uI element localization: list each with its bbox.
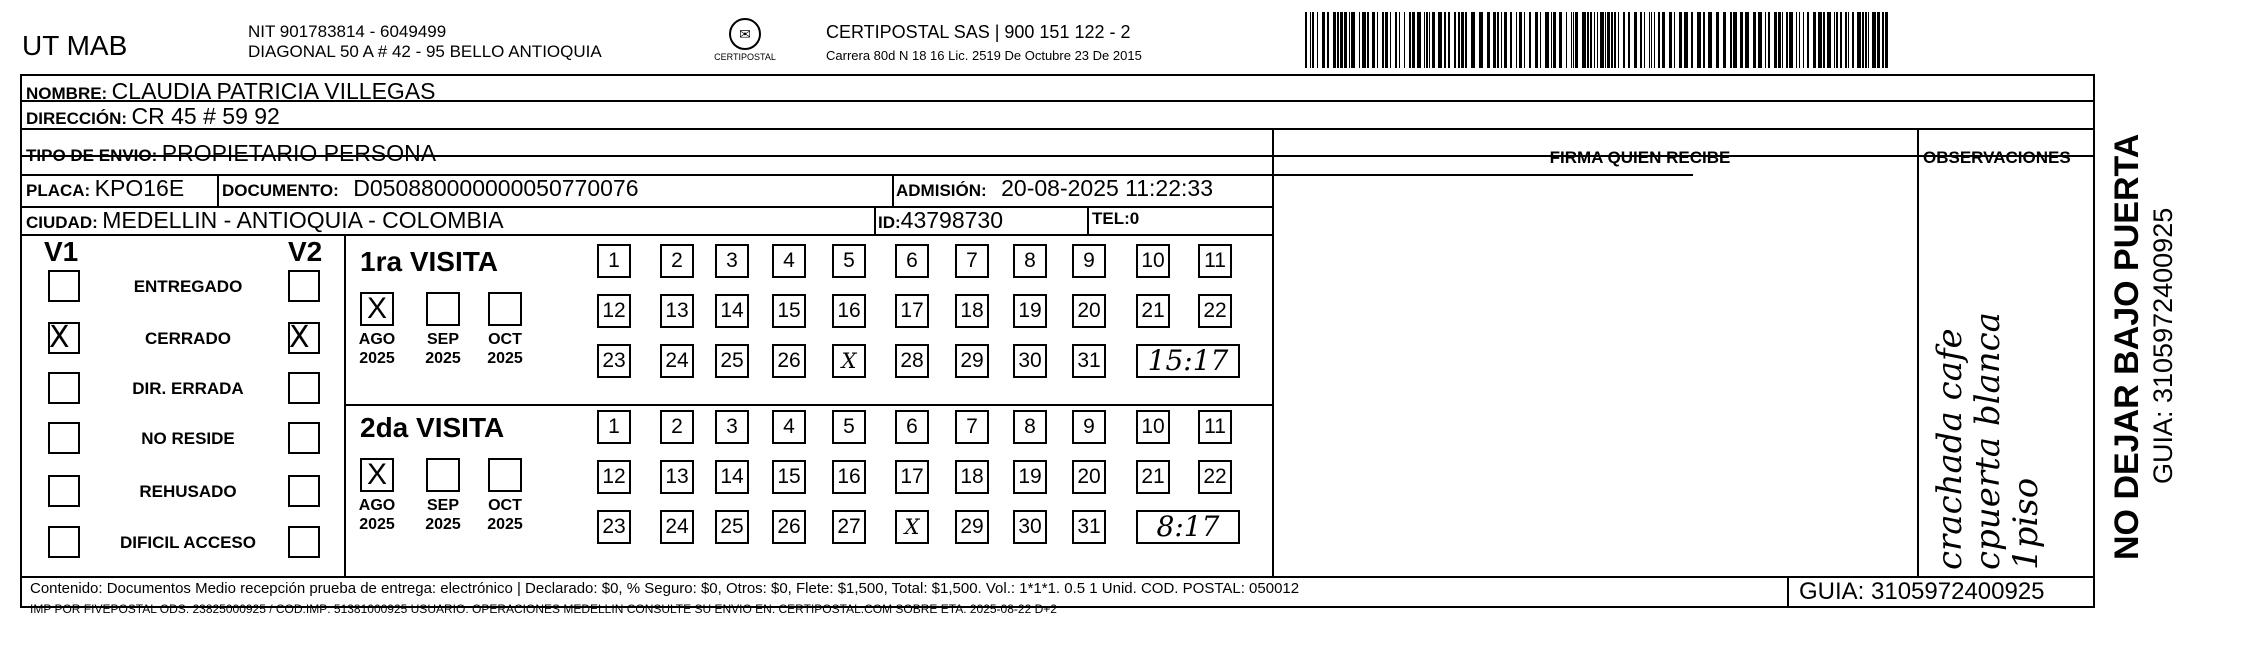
- first-visit-day-box[interactable]: 14: [715, 294, 749, 328]
- barcode-bar: [1404, 12, 1405, 68]
- first-visit-day-box[interactable]: 10: [1136, 244, 1170, 278]
- barcode-bar: [1634, 12, 1637, 68]
- firma-label: FIRMA QUIEN RECIBE: [1549, 148, 1731, 167]
- company-address: DIAGONAL 50 A # 42 - 95 BELLO ANTIOQUIA: [248, 42, 602, 61]
- second-visit-day-box[interactable]: X: [895, 510, 929, 544]
- status-label: DIR. ERRADA: [132, 379, 244, 398]
- barcode-bar: [1465, 12, 1467, 68]
- barcode-bar: [1519, 12, 1522, 68]
- logo-text: CERTIPOSTAL: [714, 52, 776, 62]
- barcode-bar: [1703, 12, 1705, 68]
- observation-note: crachada cafe: [1930, 328, 1970, 570]
- company-name: UT MAB: [22, 30, 128, 61]
- barcode-bar: [1697, 12, 1701, 68]
- barcode-bar: [1349, 12, 1350, 68]
- observation-note: 1piso: [2006, 477, 2046, 570]
- v2-checkbox[interactable]: [288, 475, 320, 507]
- barcode-bar: [1872, 12, 1876, 68]
- v2-header: V2: [288, 236, 323, 267]
- v1-checkbox[interactable]: [48, 372, 80, 404]
- barcode-bar: [1740, 12, 1743, 68]
- first-visit-month-label: SEP 2025: [425, 331, 461, 367]
- barcode-bar: [1317, 12, 1318, 68]
- second-visit-day-box[interactable]: 9: [1072, 410, 1106, 444]
- barcode-bar: [1640, 12, 1642, 68]
- v2-checkbox[interactable]: [288, 526, 320, 558]
- nombre-value: CLAUDIA PATRICIA VILLEGAS: [111, 78, 436, 104]
- v2-check-mark: X: [289, 320, 310, 355]
- barcode-bar: [1807, 12, 1809, 68]
- v1-header: V1: [44, 236, 79, 267]
- barcode-bar: [1862, 12, 1864, 68]
- admision-value: 20-08-2025 11:22:33: [1001, 175, 1213, 201]
- barcode-bar: [1679, 12, 1682, 68]
- placa-label: PLACA:: [26, 181, 91, 200]
- barcode-bar: [1327, 12, 1329, 68]
- barcode-bar: [1559, 12, 1562, 68]
- logo-icon: ✉: [729, 18, 761, 50]
- first-visit-month-box-sep[interactable]: [426, 292, 460, 326]
- direccion-label: DIRECCIÓN:: [26, 109, 128, 128]
- second-visit-day-box[interactable]: 27: [832, 510, 866, 544]
- barcode-bar: [1454, 12, 1456, 68]
- first-visit-day-box[interactable]: 28: [895, 344, 929, 378]
- barcode: [1305, 12, 1895, 68]
- barcode-bar: [1845, 12, 1847, 68]
- first-visit-month-label: OCT 2025: [487, 331, 523, 367]
- ciudad-value: MEDELLIN - ANTIOQUIA - COLOMBIA: [102, 207, 504, 233]
- barcode-bar: [1367, 12, 1369, 68]
- status-label: ENTREGADO: [133, 277, 243, 296]
- status-label: DIFICIL ACCESO: [119, 533, 256, 552]
- second-visit-day-box[interactable]: 29: [955, 510, 989, 544]
- second-visit-day-box[interactable]: 8: [1013, 410, 1047, 444]
- barcode-bar: [1479, 12, 1483, 68]
- barcode-bar: [1310, 12, 1311, 68]
- first-visit-day-box[interactable]: X: [832, 344, 866, 378]
- first-visit-day-box[interactable]: 5: [832, 244, 866, 278]
- barcode-bar: [1471, 12, 1475, 68]
- observaciones-label: OBSERVACIONES: [1923, 148, 2071, 167]
- barcode-bar: [1504, 12, 1507, 68]
- barcode-bar: [1510, 12, 1512, 68]
- barcode-bar: [1600, 12, 1604, 68]
- first-visit-day-box[interactable]: 24: [660, 344, 694, 378]
- side-guia: GUIA: 3105972400925: [2148, 207, 2178, 484]
- footer-guia: GUIA: 3105972400925: [1787, 576, 2095, 608]
- barcode-bar: [1417, 12, 1421, 68]
- ciudad-row: [26, 207, 504, 234]
- barcode-bar: [1573, 12, 1574, 68]
- first-visit-day-box[interactable]: 3: [715, 244, 749, 278]
- barcode-bar: [1852, 12, 1854, 68]
- second-visit-day-box[interactable]: 4: [772, 410, 806, 444]
- barcode-bar: [1424, 12, 1425, 68]
- second-visit-time-box[interactable]: 8:17: [1136, 510, 1240, 544]
- nit-text: NIT 901783814 - 6049499: [248, 22, 447, 41]
- barcode-bar: [1305, 12, 1307, 68]
- documento-label: DOCUMENTO:: [222, 181, 339, 200]
- id-value: 43798730: [900, 207, 1004, 233]
- first-visit-time-box[interactable]: 15:17: [1136, 344, 1240, 378]
- barcode-bar: [1745, 12, 1749, 68]
- second-visit-day-box[interactable]: 2: [660, 410, 694, 444]
- barcode-bar: [1448, 12, 1450, 68]
- second-visit-month-label: OCT 2025: [487, 497, 523, 533]
- barcode-bar: [1337, 12, 1339, 68]
- barcode-bar: [1618, 12, 1619, 68]
- barcode-bar: [1607, 12, 1610, 68]
- barcode-bar: [1529, 12, 1531, 68]
- admision-label: ADMISIÓN:: [896, 181, 987, 200]
- second-visit-day-box[interactable]: 15: [772, 460, 806, 494]
- first-visit-day-box[interactable]: 25: [715, 344, 749, 378]
- barcode-bar: [1786, 12, 1788, 68]
- barcode-bar: [1644, 12, 1645, 68]
- first-visit-day-box[interactable]: 8: [1013, 244, 1047, 278]
- barcode-bar: [1587, 12, 1589, 68]
- second-visit-day-box[interactable]: 11: [1198, 410, 1232, 444]
- v2-checkbox[interactable]: [288, 422, 320, 454]
- barcode-bar: [1885, 12, 1888, 68]
- tel-row: [1092, 209, 1139, 229]
- second-visit-month-label: SEP 2025: [425, 497, 461, 533]
- barcode-bar: [1716, 12, 1719, 68]
- second-visit-month-label: AGO 2025: [358, 497, 396, 533]
- barcode-bar: [1651, 12, 1652, 68]
- barcode-bar: [1429, 12, 1430, 68]
- barcode-bar: [1765, 12, 1766, 68]
- barcode-bar: [1799, 12, 1800, 68]
- barcode-bar: [1840, 12, 1842, 68]
- barcode-bar: [1628, 12, 1630, 68]
- tipo-row: [26, 140, 436, 167]
- second-visit-day-box[interactable]: 31: [1072, 510, 1106, 544]
- v1-checkbox[interactable]: [48, 422, 80, 454]
- v2-checkbox[interactable]: [288, 372, 320, 404]
- barcode-bar: [1372, 12, 1375, 68]
- second-visit-day-box[interactable]: 18: [955, 460, 989, 494]
- first-visit-month-box-ago[interactable]: X: [360, 292, 394, 326]
- first-visit-title: 1ra VISITA: [360, 246, 498, 277]
- admision-row: [896, 175, 1213, 202]
- first-visit-day-box[interactable]: 7: [955, 244, 989, 278]
- tel-label: TEL:: [1092, 209, 1130, 228]
- second-visit-day-box[interactable]: 13: [660, 460, 694, 494]
- barcode-bar: [1497, 12, 1499, 68]
- barcode-bar: [1597, 12, 1598, 68]
- first-visit-day-box[interactable]: 12: [597, 294, 631, 328]
- tipo-value: PROPIETARIO PERSONA: [161, 140, 437, 166]
- second-visit-title: 2da VISITA: [360, 412, 505, 443]
- barcode-bar: [1590, 12, 1592, 68]
- certipostal-logo: [705, 18, 785, 66]
- barcode-bar: [1836, 12, 1838, 68]
- observation-note: cpuerta blanca: [1968, 312, 2008, 570]
- barcode-bar: [1409, 12, 1411, 68]
- first-visit-day-box[interactable]: 18: [955, 294, 989, 328]
- second-visit-day-box[interactable]: 24: [660, 510, 694, 544]
- barcode-bar: [1333, 12, 1336, 68]
- status-label: CERRADO: [145, 329, 231, 348]
- barcode-bar: [1582, 12, 1586, 68]
- footer-content-line: Contenido: Documentos Medio recepción prueba de entrega: electrónico | Declarado: $0, % Seguro: $0, Otros: $0, Flete: $1,500, Total: $1,500. Vol.: 1*1*1. 0.5 1 Unid. COD. POSTAL: 050012: [30, 580, 1300, 597]
- second-visit-month-box-sep[interactable]: [426, 458, 460, 492]
- tipo-label: TIPO DE ENVIO:: [26, 146, 158, 165]
- second-visit-day-box[interactable]: 26: [772, 510, 806, 544]
- barcode-bar: [1796, 12, 1797, 68]
- placa-value: KPO16E: [94, 175, 185, 201]
- barcode-bar: [1774, 12, 1777, 68]
- first-visit-month-label: AGO 2025: [358, 331, 396, 367]
- second-visit-day-box[interactable]: 23: [597, 510, 631, 544]
- barcode-bar: [1658, 12, 1660, 68]
- barcode-bar: [1611, 12, 1613, 68]
- barcode-bar: [1385, 12, 1388, 68]
- second-visit-day-box[interactable]: 30: [1013, 510, 1047, 544]
- barcode-bar: [1848, 12, 1849, 68]
- direccion-row: [26, 103, 280, 130]
- barcode-bar: [1782, 12, 1783, 68]
- barcode-bar: [1395, 12, 1397, 68]
- first-visit-day-box[interactable]: 9: [1072, 244, 1106, 278]
- barcode-bar: [1444, 12, 1446, 68]
- second-visit-day-box[interactable]: 14: [715, 460, 749, 494]
- status-label: NO RESIDE: [141, 429, 235, 448]
- barcode-bar: [1882, 12, 1884, 68]
- second-visit-day-box[interactable]: 16: [832, 460, 866, 494]
- barcode-bar: [1359, 12, 1360, 68]
- barcode-bar: [1524, 12, 1525, 68]
- barcode-bar: [1545, 12, 1549, 68]
- first-visit-day-box[interactable]: 20: [1072, 294, 1106, 328]
- second-visit-day-box[interactable]: 1: [597, 410, 631, 444]
- barcode-bar: [1540, 12, 1541, 68]
- second-visit-day-box[interactable]: 25: [715, 510, 749, 544]
- barcode-bar: [1730, 12, 1732, 68]
- first-visit-day-box[interactable]: 31: [1072, 344, 1106, 378]
- barcode-bar: [1351, 12, 1355, 68]
- no-dejar-bajo-puerta: NO DEJAR BAJO PUERTA: [2108, 133, 2146, 560]
- barcode-bar: [1813, 12, 1816, 68]
- carrier-name: CERTIPOSTAL SAS | 900 151 122 - 2: [826, 22, 1131, 42]
- barcode-bar: [1768, 12, 1770, 68]
- v1-check-mark: X: [49, 320, 70, 355]
- nombre-row: [26, 78, 436, 105]
- barcode-bar: [1551, 12, 1552, 68]
- v1-checkbox[interactable]: [48, 270, 80, 302]
- barcode-bar: [1432, 12, 1435, 68]
- first-visit-day-box[interactable]: 21: [1136, 294, 1170, 328]
- barcode-bar: [1691, 12, 1693, 68]
- barcode-bar: [1649, 12, 1650, 68]
- v1-checkbox[interactable]: [48, 526, 80, 558]
- barcode-bar: [1654, 12, 1655, 68]
- tel-value: 0: [1129, 209, 1140, 228]
- second-visit-month-box-oct[interactable]: [488, 458, 522, 492]
- documento-row: [222, 175, 638, 202]
- barcode-bar: [1322, 12, 1325, 68]
- barcode-bar: [1594, 12, 1595, 68]
- second-visit-day-box[interactable]: 10: [1136, 410, 1170, 444]
- nombre-label: NOMBRE:: [26, 84, 108, 103]
- barcode-bar: [1382, 12, 1384, 68]
- first-visit-day-box[interactable]: 6: [895, 244, 929, 278]
- barcode-bar: [1733, 12, 1737, 68]
- barcode-bar: [1553, 12, 1556, 68]
- barcode-bar: [1340, 12, 1343, 68]
- second-visit-day-box[interactable]: 5: [832, 410, 866, 444]
- barcode-bar: [1412, 12, 1415, 68]
- first-visit-day-box[interactable]: 23: [597, 344, 631, 378]
- company-info: [248, 22, 602, 62]
- id-label: ID:: [878, 213, 901, 232]
- first-visit-day-box[interactable]: 16: [832, 294, 866, 328]
- second-visit-day-box[interactable]: 22: [1198, 460, 1232, 494]
- first-visit-day-box[interactable]: 13: [660, 294, 694, 328]
- barcode-bar: [1390, 12, 1391, 68]
- barcode-bar: [1662, 12, 1665, 68]
- barcode-bar: [1818, 12, 1822, 68]
- second-visit-month-box-ago[interactable]: X: [360, 458, 394, 492]
- first-visit-day-box[interactable]: 4: [772, 244, 806, 278]
- barcode-bar: [1426, 12, 1428, 68]
- first-visit-day-box[interactable]: 29: [955, 344, 989, 378]
- barcode-bar: [1438, 12, 1442, 68]
- barcode-bar: [1566, 12, 1567, 68]
- barcode-bar: [1778, 12, 1781, 68]
- barcode-bar: [1605, 12, 1606, 68]
- first-visit-month-box-oct[interactable]: [488, 292, 522, 326]
- second-visit-day-box[interactable]: 21: [1136, 460, 1170, 494]
- id-row: [878, 207, 1003, 234]
- barcode-bar: [1487, 12, 1490, 68]
- footer-print-line: IMP POR FIVEPOSTAL ODS: 23825000925 / COD.IMP: 51381000925 USUARIO: OPERACIONES MEDELLIN CONSULTE SU ENVIO EN: CERTIPOSTAL.COM SOBRE ETA: 2025-08-22 D+2: [30, 602, 1057, 616]
- barcode-bar: [1803, 12, 1804, 68]
- documento-value: D050880000000050770076: [353, 175, 639, 201]
- status-label: REHUSADO: [139, 482, 237, 501]
- barcode-bar: [1362, 12, 1366, 68]
- barcode-bar: [1877, 12, 1880, 68]
- barcode-bar: [1753, 12, 1756, 68]
- barcode-bar: [1575, 12, 1578, 68]
- barcode-bar: [1571, 12, 1572, 68]
- barcode-bar: [1674, 12, 1675, 68]
- barcode-bar: [1458, 12, 1460, 68]
- barcode-bar: [1789, 12, 1793, 68]
- barcode-bar: [1516, 12, 1517, 68]
- first-visit-day-box[interactable]: 22: [1198, 294, 1232, 328]
- first-visit-day-box[interactable]: 26: [772, 344, 806, 378]
- second-visit-day-box[interactable]: 3: [715, 410, 749, 444]
- second-visit-day-box[interactable]: 20: [1072, 460, 1106, 494]
- v1-checkbox[interactable]: [48, 475, 80, 507]
- barcode-bar: [1708, 12, 1712, 68]
- barcode-bar: [1834, 12, 1835, 68]
- second-visit-day-box[interactable]: 17: [895, 460, 929, 494]
- second-visit-day-box[interactable]: 19: [1013, 460, 1047, 494]
- barcode-bar: [1868, 12, 1869, 68]
- carrier-license: Carrera 80d N 18 16 Lic. 2519 De Octubre 23 De 2015: [826, 48, 1142, 63]
- barcode-bar: [1684, 12, 1688, 68]
- first-visit-day-box[interactable]: 30: [1013, 344, 1047, 378]
- v2-checkbox[interactable]: [288, 270, 320, 302]
- barcode-bar: [1827, 12, 1831, 68]
- barcode-bar: [1614, 12, 1616, 68]
- barcode-bar: [1344, 12, 1347, 68]
- second-visit-day-box[interactable]: 12: [597, 460, 631, 494]
- placa-row: [26, 175, 184, 202]
- barcode-bar: [1461, 12, 1464, 68]
- barcode-bar: [1758, 12, 1762, 68]
- ciudad-label: CIUDAD:: [26, 213, 98, 232]
- first-visit-day-box[interactable]: 15: [772, 294, 806, 328]
- barcode-bar: [1312, 12, 1314, 68]
- second-visit-day-box[interactable]: 7: [955, 410, 989, 444]
- second-visit-day-box[interactable]: 6: [895, 410, 929, 444]
- barcode-bar: [1823, 12, 1825, 68]
- barcode-bar: [1493, 12, 1496, 68]
- first-visit-day-box[interactable]: 11: [1198, 244, 1232, 278]
- barcode-bar: [1399, 12, 1400, 68]
- direccion-value: CR 45 # 59 92: [131, 103, 280, 129]
- barcode-bar: [1857, 12, 1861, 68]
- barcode-bar: [1623, 12, 1625, 68]
- barcode-bar: [1669, 12, 1672, 68]
- first-visit-day-box[interactable]: 17: [895, 294, 929, 328]
- first-visit-day-box[interactable]: 19: [1013, 294, 1047, 328]
- barcode-bar: [1723, 12, 1726, 68]
- barcode-bar: [1377, 12, 1378, 68]
- first-visit-day-box[interactable]: 2: [660, 244, 694, 278]
- first-visit-day-box[interactable]: 1: [597, 244, 631, 278]
- barcode-bar: [1535, 12, 1538, 68]
- barcode-bar: [1865, 12, 1867, 68]
- barcode-bar: [1501, 12, 1502, 68]
